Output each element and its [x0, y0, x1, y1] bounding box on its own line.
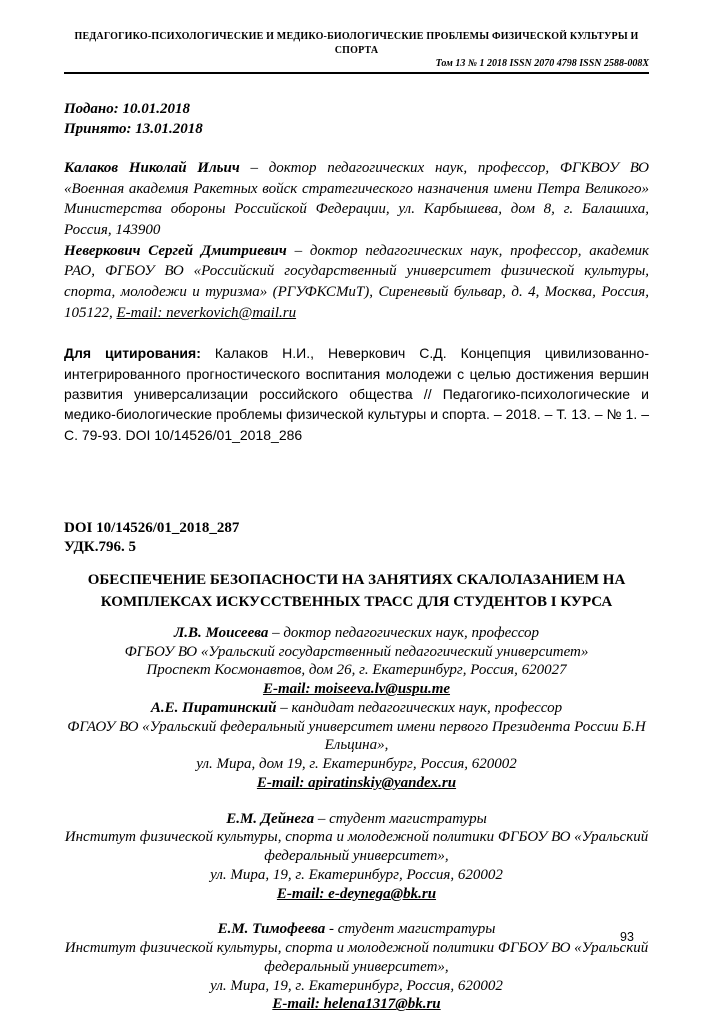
running-head	[64, 30, 649, 74]
page-number: 93	[620, 930, 634, 944]
author-name: А.Е. Пиратинский	[150, 699, 277, 716]
author-block-gap	[64, 793, 649, 810]
email-link[interactable]: E-mail: moiseeva.lv@uspu.me	[262, 681, 451, 698]
submitted-date: Подано: 10.01.2018	[64, 101, 190, 117]
author-role: - студент магистратуры	[325, 921, 496, 938]
article-title: ОБЕСПЕЧЕНИЕ БЕЗОПАСНОСТИ НА ЗАНЯТИЯХ СКАЛОЛАЗАНИЕМ НА КОМПЛЕКСАХ ИСКУССТВЕННЫХ ТРАСС ДЛЯ СТУДЕНТОВ I КУРСА	[87, 572, 626, 610]
email-link[interactable]: E-mail: neverkovich@mail.ru	[116, 304, 297, 321]
author-block-gap	[64, 903, 649, 920]
author-role: – доктор педагогических наук, профессор	[268, 624, 540, 641]
author-block-piratinsky	[64, 699, 649, 793]
author-separator: –	[239, 159, 269, 176]
author-name-line	[64, 624, 649, 643]
citation-block	[64, 343, 649, 444]
author-address: ул. Мира, 19, г. Екатеринбург, Россия, 620002	[210, 977, 503, 994]
author-name: Неверкович Сергей Дмитриевич	[64, 242, 287, 259]
author-separator: –	[286, 242, 310, 259]
accepted-date: Принято: 13.01.2018	[64, 120, 203, 137]
author-name: Калаков Николай Ильич	[64, 159, 240, 176]
author-email-line	[64, 995, 649, 1014]
email-link[interactable]: E-mail: helena1317@bk.ru	[272, 996, 441, 1013]
author-affiliation: ФГАОУ ВО «Уральский федеральный университет имени первого Президента России Б.Н Ельцина»,	[67, 718, 646, 754]
author-details: доктор педагогических наук, профессор, ФГКВОУ ВО «Военная академия Ракетных войск стратегического назначения имени Петра Великого» Министерства обороны Российской Федерации, ул. Карбышева, дом 8, г. Балашиха, Россия, 143900	[64, 159, 650, 238]
author-name-line	[64, 699, 649, 718]
author-email-line	[64, 774, 649, 793]
author-name: Е.М. Дейнега	[226, 810, 315, 827]
author-address: Проспект Космонавтов, дом 26, г. Екатеринбург, Россия, 620027	[146, 662, 567, 679]
author-role: – студент магистратуры	[314, 810, 487, 827]
section-gap	[64, 445, 649, 519]
citation-text: Калаков Н.И., Неверкович С.Д. Концепция цивилизованно-интегрированного прогностического воспитания молодежи с целью достижения вершин развития универсализации российского общества // Педагогико-психологические и медико-биологические проблемы физической культуры и спорта. – 2018. – Т. 13. – № 1. – С. 79-93. DOI 10/14526/01_2018_286	[64, 345, 649, 443]
current-authors	[64, 624, 649, 1014]
author-block-timofeeva	[64, 920, 649, 1014]
author-role: – кандидат педагогических наук, профессор	[276, 699, 563, 716]
issue-info: Том 13 № 1 2018 ISSN 2070 4798 ISSN 2588-008X	[435, 58, 649, 69]
author-name-line	[64, 920, 649, 939]
author-bio-neverkovich	[64, 241, 649, 324]
author-email-line	[64, 680, 649, 699]
email-link[interactable]: E-mail: e-deynega@bk.ru	[276, 885, 437, 902]
submission-dates	[64, 100, 649, 140]
author-affiliation: Институт физической культуры, спорта и молодежной политики ФГБОУ ВО «Уральский федеральный университет»,	[64, 940, 649, 975]
citation-label: Для цитирования:	[64, 345, 201, 362]
author-bio-kalakov	[64, 158, 649, 241]
email-link[interactable]: E-mail: apiratinskiy@yandex.ru	[256, 774, 457, 791]
author-name: Л.В. Моисеева	[173, 624, 269, 641]
author-email-line	[64, 885, 649, 904]
author-name-line	[64, 810, 649, 829]
author-address: ул. Мира, дом 19, г. Екатеринбург, Россия, 620002	[196, 756, 517, 773]
author-affiliation: Институт физической культуры, спорта и молодежной политики ФГБОУ ВО «Уральский федеральный университет»,	[64, 829, 649, 865]
author-details: доктор педагогических наук, профессор, академик РАО, ФГБОУ ВО «Российский государственный университет физической культуры, спорта, молодежи и туризма» (РГУФКСМиТ), Сиреневый бульвар, д. 4, Москва, Россия, 105122,	[64, 242, 650, 321]
article-udk: УДК.796. 5	[64, 538, 136, 555]
journal-title: ПЕДАГОГИКО-ПСИХОЛОГИЧЕСКИЕ И МЕДИКО-БИОЛОГИЧЕСКИЕ ПРОБЛЕМЫ ФИЗИЧЕСКОЙ КУЛЬТУРЫ И СПОРТА	[74, 31, 639, 56]
author-block-deynega	[64, 810, 649, 904]
author-block-moiseeva	[64, 624, 649, 699]
article-identifiers	[64, 519, 649, 557]
author-affiliation: ФГБОУ ВО «Уральский государственный педагогический университет»	[124, 643, 589, 660]
author-name: Е.М. Тимофеева	[217, 921, 326, 938]
author-address: ул. Мира, 19, г. Екатеринбург, Россия, 620002	[210, 866, 503, 883]
article-doi: DOI 10/14526/01_2018_287	[64, 519, 240, 536]
previous-article-author-bios	[64, 158, 649, 324]
